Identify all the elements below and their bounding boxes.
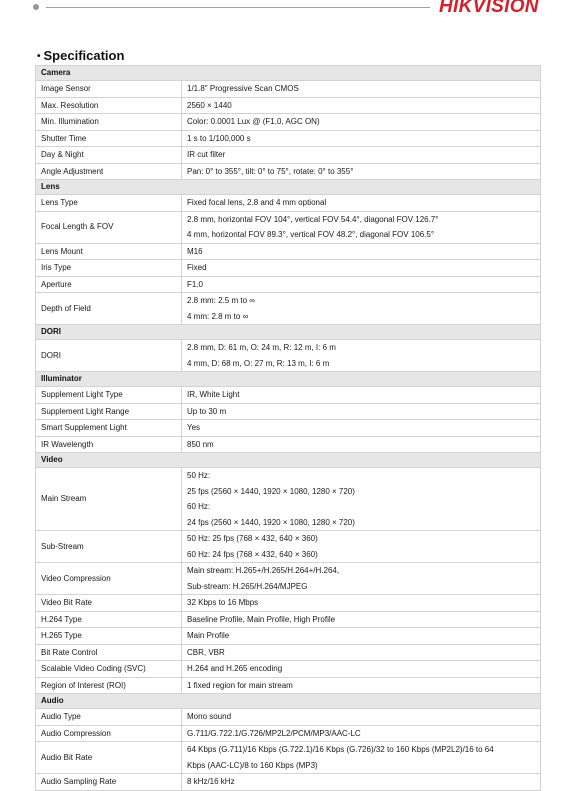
spec-label: Region of Interest (ROI) <box>36 677 182 694</box>
spec-section-header <box>36 180 541 195</box>
spec-label: Iris Type <box>36 260 182 277</box>
spec-value <box>182 243 541 260</box>
section-heading: Lens <box>36 180 541 195</box>
spec-value-line: Up to 30 m <box>187 406 227 416</box>
spec-value <box>182 468 541 531</box>
spec-value-line: 1/1.8" Progressive Scan CMOS <box>187 84 299 93</box>
spec-section-header <box>36 453 541 468</box>
spec-row <box>36 403 541 420</box>
spec-value-line: IR cut filter <box>187 150 226 159</box>
header-rule <box>46 7 430 8</box>
spec-label: IR Wavelength <box>36 436 182 453</box>
spec-row <box>36 420 541 437</box>
spec-label: H.264 Type <box>36 611 182 628</box>
spec-row <box>36 725 541 742</box>
spec-section-header <box>36 694 541 709</box>
spec-value-line: 24 fps (2560 × 1440, 1920 × 1080, 1280 × 720) <box>187 517 355 527</box>
spec-value-line: IR, White Light <box>187 390 240 399</box>
spec-value <box>182 531 541 563</box>
spec-label: Bit Rate Control <box>36 644 182 661</box>
spec-value <box>182 742 541 774</box>
spec-label: Video Bit Rate <box>36 595 182 612</box>
spec-value <box>182 163 541 180</box>
spec-row <box>36 260 541 277</box>
spec-value <box>182 293 541 325</box>
spec-value-line: 2.8 mm, horizontal FOV 104°, vertical FOV 54.4°, diagonal FOV 126.7° <box>187 214 439 224</box>
spec-label: Audio Bit Rate <box>36 742 182 774</box>
spec-row <box>36 114 541 131</box>
spec-value <box>182 725 541 742</box>
spec-label: DORI <box>36 340 182 372</box>
spec-label: Supplement Light Type <box>36 387 182 404</box>
spec-row <box>36 211 541 243</box>
spec-row <box>36 677 541 694</box>
spec-section-header <box>36 372 541 387</box>
spec-label: Audio Compression <box>36 725 182 742</box>
spec-label: Depth of Field <box>36 293 182 325</box>
spec-label: Max. Resolution <box>36 97 182 114</box>
spec-label: Day & Night <box>36 147 182 164</box>
spec-value <box>182 387 541 404</box>
spec-value-line: Mono sound <box>187 712 232 721</box>
spec-value-line: 1 fixed region for main stream <box>187 680 293 690</box>
title-bullet: • <box>37 51 41 62</box>
section-heading: Camera <box>36 66 541 81</box>
spec-row <box>36 628 541 645</box>
spec-value-line: Main stream: H.265+/H.265/H.264+/H.264, <box>187 566 340 575</box>
spec-row <box>36 531 541 563</box>
spec-row <box>36 709 541 726</box>
section-title <box>37 48 124 63</box>
spec-value-line: 4 mm, D: 68 m, O: 27 m, R: 13 m, I: 6 m <box>187 358 330 368</box>
spec-label: Lens Type <box>36 195 182 212</box>
spec-value-line: Pan: 0° to 355°, tilt: 0° to 75°, rotate: 0° to 355° <box>187 166 354 176</box>
spec-value <box>182 420 541 437</box>
spec-value-line: 8 kHz/16 kHz <box>187 777 235 786</box>
spec-value-line: 2.8 mm: 2.5 m to ∞ <box>187 296 255 305</box>
spec-label: Min. Illumination <box>36 114 182 131</box>
spec-value <box>182 677 541 694</box>
spec-row <box>36 468 541 531</box>
spec-value-line: 50 Hz: 25 fps (768 × 432, 640 × 360) <box>187 534 318 543</box>
spec-value-line: Baseline Profile, Main Profile, High Profile <box>187 614 336 624</box>
spec-section-header <box>36 325 541 340</box>
page-header <box>0 0 571 20</box>
spec-label: Main Stream <box>36 468 182 531</box>
spec-label: Focal Length & FOV <box>36 211 182 243</box>
spec-label: Audio Type <box>36 709 182 726</box>
spec-value <box>182 595 541 612</box>
spec-value-line: 2.8 mm, D: 61 m, O: 24 m, R: 12 m, I: 6 m <box>187 343 336 352</box>
spec-value <box>182 276 541 293</box>
brand-logo: HIKVISION <box>439 0 539 17</box>
spec-label: Aperture <box>36 276 182 293</box>
spec-label: Lens Mount <box>36 243 182 260</box>
spec-value-line: 1 s to 1/100,000 s <box>187 133 251 143</box>
spec-value-line: Main Profile <box>187 631 230 640</box>
spec-value-line: F1.0 <box>187 279 204 289</box>
spec-value <box>182 563 541 595</box>
spec-label: Supplement Light Range <box>36 403 182 420</box>
spec-row <box>36 130 541 147</box>
spec-table <box>35 65 541 791</box>
spec-value-line: 32 Kbps to 16 Mbps <box>187 598 259 607</box>
spec-value-line: 50 Hz: <box>187 471 211 480</box>
spec-value-line: 60 Hz: <box>187 502 211 511</box>
spec-value <box>182 436 541 453</box>
spec-label: Scalable Video Coding (SVC) <box>36 661 182 678</box>
section-heading: Audio <box>36 694 541 709</box>
spec-value-line: CBR, VBR <box>187 647 225 657</box>
spec-row <box>36 661 541 678</box>
spec-row <box>36 195 541 212</box>
spec-value <box>182 114 541 131</box>
spec-row <box>36 611 541 628</box>
spec-row <box>36 243 541 260</box>
spec-value-line: 4 mm: 2.8 m to ∞ <box>187 311 249 321</box>
section-heading: Illuminator <box>36 372 541 387</box>
spec-value <box>182 195 541 212</box>
header-dot <box>33 4 39 10</box>
spec-value <box>182 340 541 372</box>
spec-label: Image Sensor <box>36 81 182 98</box>
spec-value-line: H.264 and H.265 encoding <box>187 664 283 673</box>
spec-row <box>36 97 541 114</box>
spec-row <box>36 163 541 180</box>
spec-value-line: Fixed focal lens, 2.8 and 4 mm optional <box>187 198 327 207</box>
spec-value-line: Yes <box>187 423 201 432</box>
section-title-text: Specification <box>43 48 125 63</box>
spec-row <box>36 81 541 98</box>
spec-value-line: Fixed <box>187 263 207 272</box>
spec-row <box>36 276 541 293</box>
spec-value <box>182 611 541 628</box>
spec-value-line: 64 Kbps (G.711)/16 Kbps (G.722.1)/16 Kbps (G.726)/32 to 160 Kbps (MP2L2)/16 to 64 <box>187 745 494 754</box>
spec-value-line: 60 Hz: 24 fps (768 × 432, 640 × 360) <box>187 549 318 559</box>
spec-value-line: 850 nm <box>187 439 214 449</box>
spec-row <box>36 340 541 372</box>
spec-row <box>36 387 541 404</box>
spec-row <box>36 742 541 774</box>
spec-value-line: 4 mm, horizontal FOV 89.3°, vertical FOV 48.2°, diagonal FOV 106.5° <box>187 230 435 239</box>
spec-value <box>182 81 541 98</box>
section-heading: Video <box>36 453 541 468</box>
spec-value-line: Kbps (AAC-LC)/8 to 160 Kbps (MP3) <box>187 760 318 770</box>
spec-row <box>36 563 541 595</box>
spec-row <box>36 436 541 453</box>
spec-value <box>182 147 541 164</box>
spec-value <box>182 644 541 661</box>
spec-value-line: 25 fps (2560 × 1440, 1920 × 1080, 1280 × 720) <box>187 486 355 496</box>
spec-row <box>36 595 541 612</box>
spec-value <box>182 130 541 147</box>
spec-value-line: M16 <box>187 246 203 256</box>
spec-value <box>182 97 541 114</box>
spec-value <box>182 403 541 420</box>
spec-value-line: Color: 0.0001 Lux @ (F1.0, AGC ON) <box>187 117 320 126</box>
spec-value-line: G.711/G.722.1/G.726/MP2L2/PCM/MP3/AAC-LC <box>187 728 361 738</box>
spec-row <box>36 147 541 164</box>
spec-label: Smart Supplement Light <box>36 420 182 437</box>
spec-value-line: 2560 × 1440 <box>187 100 232 110</box>
spec-label: Sub-Stream <box>36 531 182 563</box>
spec-section-header <box>36 66 541 81</box>
spec-label: H.265 Type <box>36 628 182 645</box>
spec-value <box>182 211 541 243</box>
spec-value <box>182 628 541 645</box>
spec-value <box>182 661 541 678</box>
spec-label: Shutter Time <box>36 130 182 147</box>
section-heading: DORI <box>36 325 541 340</box>
spec-value <box>182 260 541 277</box>
spec-label: Video Compression <box>36 563 182 595</box>
spec-label: Angle Adjustment <box>36 163 182 180</box>
spec-row <box>36 644 541 661</box>
spec-value-line: Sub-stream: H.265/H.264/MJPEG <box>187 581 308 591</box>
spec-table-body <box>36 66 541 791</box>
spec-label: Audio Sampling Rate <box>36 774 182 791</box>
spec-row <box>36 293 541 325</box>
spec-value <box>182 709 541 726</box>
